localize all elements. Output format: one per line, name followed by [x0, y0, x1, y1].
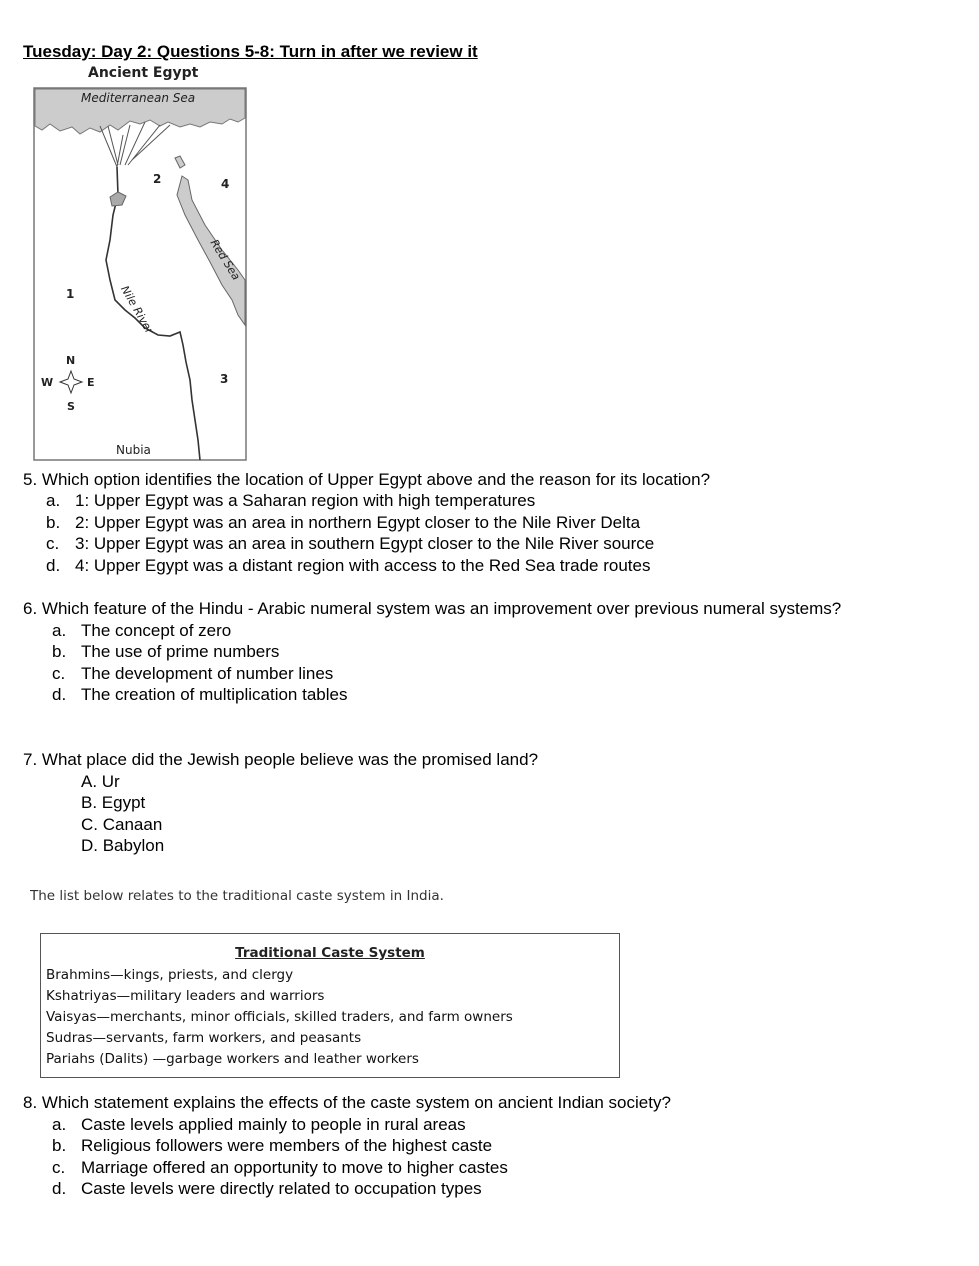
caste-intro: The list below relates to the traditional caste system in India.	[30, 888, 444, 904]
sea-label: Mediterranean Sea	[81, 91, 196, 105]
q8-option: Caste levels applied mainly to people in rural areas	[81, 1115, 466, 1134]
q5-option: 3: Upper Egypt was an area in southern Egypt closer to the Nile River source	[75, 534, 655, 553]
q6-option: The use of prime numbers	[81, 642, 280, 661]
map-title: Ancient Egypt	[88, 65, 199, 81]
compass-e: E	[87, 376, 95, 389]
question-8: 8. Which statement explains the effects of the caste system on ancient Indian society?	[23, 1093, 671, 1112]
compass-s: S	[67, 400, 75, 413]
q8-option: Caste levels were directly related to occupation types	[81, 1179, 482, 1198]
q5-letter: b.	[46, 513, 61, 532]
caste-row: Pariahs (Dalits) —garbage workers and leather workers	[46, 1051, 419, 1067]
q8-letter: a.	[52, 1115, 67, 1134]
q6-letter: d.	[52, 685, 67, 704]
compass-w: W	[41, 376, 54, 389]
q8-option: Marriage offered an opportunity to move to higher castes	[81, 1158, 508, 1177]
q6-letter: c.	[52, 664, 66, 683]
q6-option: The creation of multiplication tables	[81, 685, 348, 704]
q6-option: The concept of zero	[81, 621, 232, 640]
q8-letter: b.	[52, 1136, 67, 1155]
question-7: 7. What place did the Jewish people believe was the promised land?	[23, 750, 539, 769]
nubia-label: Nubia	[116, 443, 151, 457]
q8-letter: d.	[52, 1179, 67, 1198]
caste-row: Kshatriyas—military leaders and warriors	[46, 988, 325, 1004]
q5-letter: c.	[46, 534, 60, 553]
marker-2: 2	[153, 172, 162, 186]
q6-letter: a.	[52, 621, 67, 640]
caste-table	[40, 933, 620, 1078]
q8-option: Religious followers were members of the highest caste	[81, 1136, 493, 1155]
marker-3: 3	[220, 372, 229, 386]
marker-4: 4	[221, 177, 230, 191]
q6-option: The development of number lines	[81, 664, 334, 683]
worksheet-header: Tuesday: Day 2: Questions 5-8: Turn in after we review it	[23, 42, 478, 61]
q8-letter: c.	[52, 1158, 66, 1177]
red-sea-label: Red Sea	[207, 237, 243, 283]
marker-1: 1	[66, 287, 75, 301]
caste-row: Vaisyas—merchants, minor officials, skilled traders, and farm owners	[46, 1009, 513, 1025]
q5-letter: a.	[46, 491, 61, 510]
q7-option: B. Egypt	[81, 793, 146, 812]
q7-option: D. Babylon	[81, 836, 165, 855]
river-label: Nile River	[118, 283, 156, 336]
caste-title: Traditional Caste System	[235, 945, 425, 961]
q5-option: 2: Upper Egypt was an area in northern Egypt closer to the Nile River Delta	[75, 513, 641, 532]
compass-n: N	[66, 354, 76, 367]
q6-letter: b.	[52, 642, 67, 661]
q5-option: 4: Upper Egypt was a distant region with access to the Red Sea trade routes	[75, 556, 651, 575]
question-6: 6. Which feature of the Hindu - Arabic numeral system was an improvement over previous numeral systems?	[23, 599, 842, 618]
q7-option: A. Ur	[81, 772, 120, 791]
q5-letter: d.	[46, 556, 61, 575]
question-5: 5. Which option identifies the location of Upper Egypt above and the reason for its location?	[23, 470, 711, 489]
caste-row: Sudras—servants, farm workers, and peasants	[46, 1030, 362, 1046]
q5-option: 1: Upper Egypt was a Saharan region with high temperatures	[75, 491, 536, 510]
caste-row: Brahmins—kings, priests, and clergy	[46, 967, 294, 983]
q7-option: C. Canaan	[81, 815, 163, 834]
